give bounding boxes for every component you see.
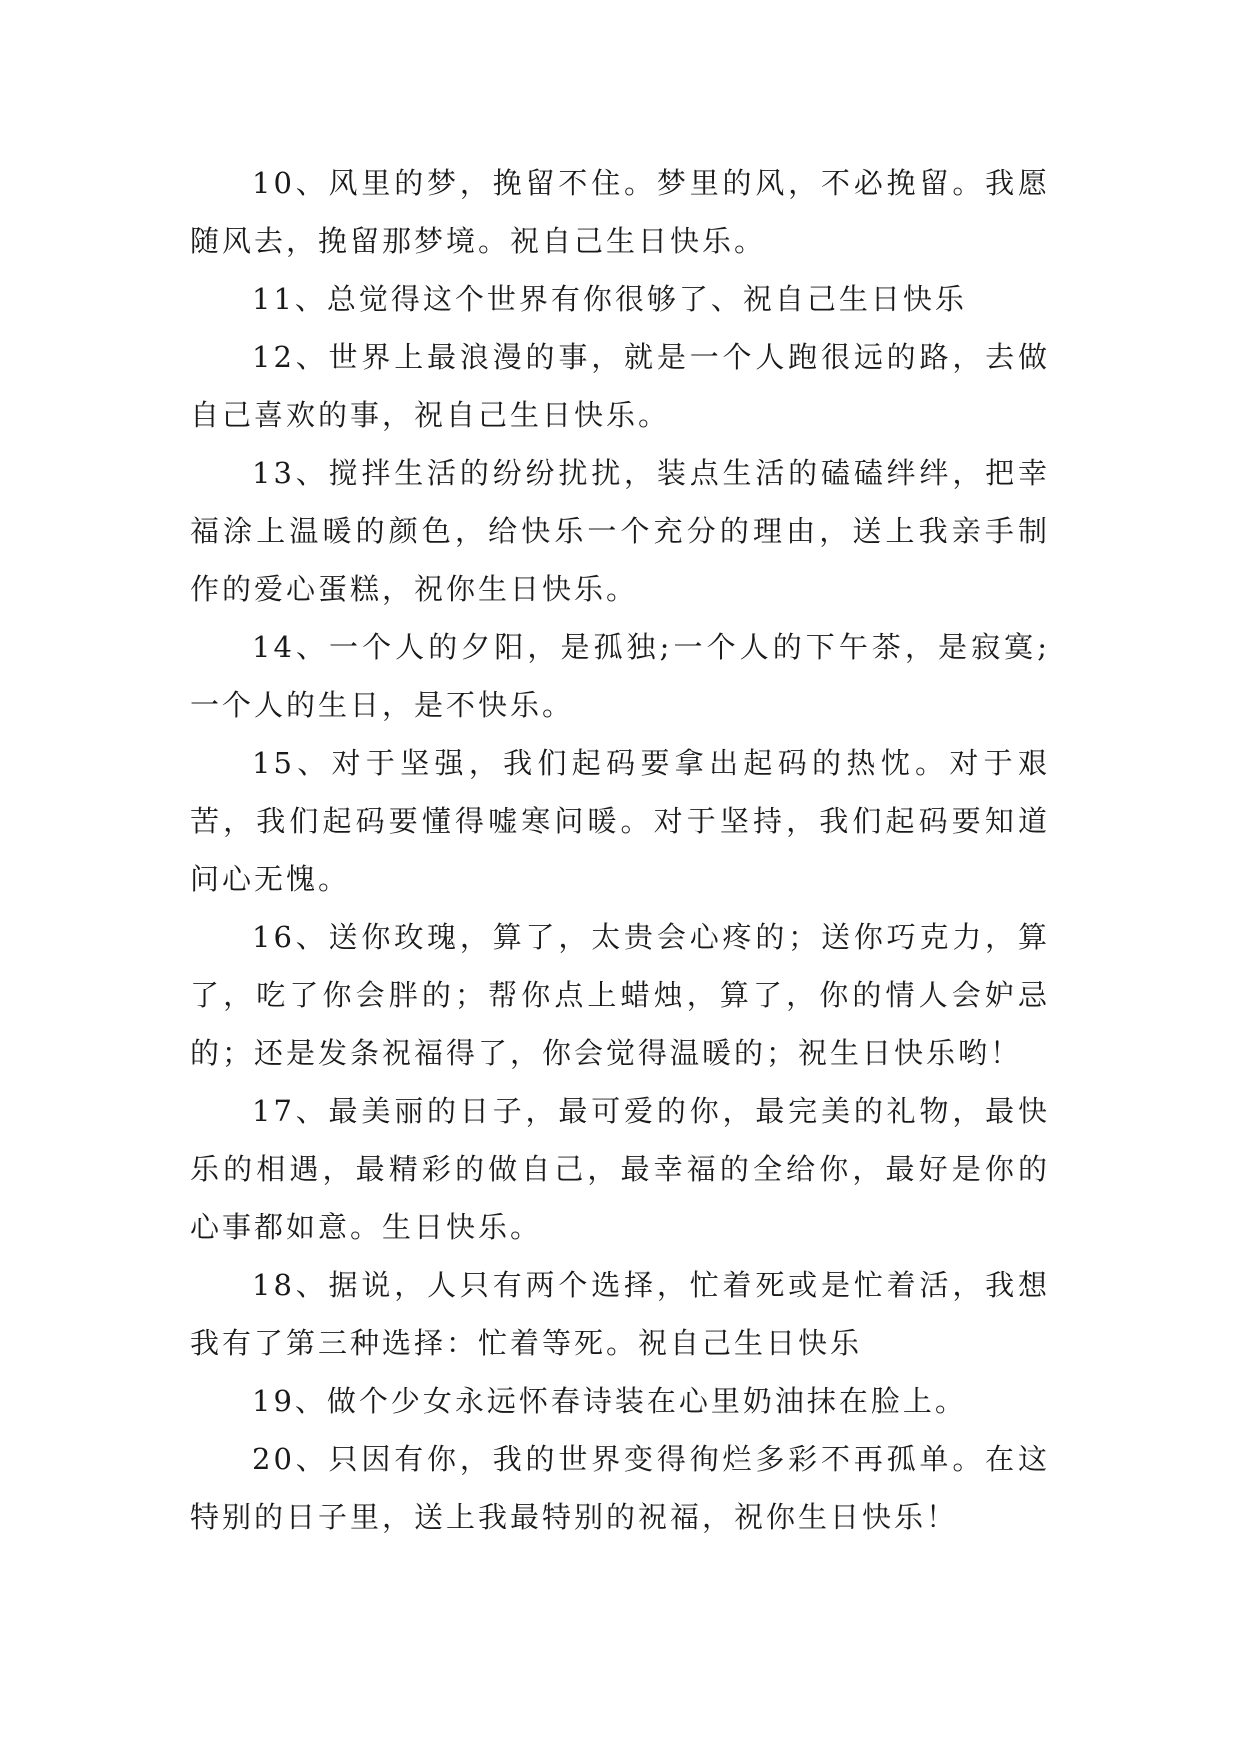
paragraph-19: 19、做个少女永远怀春诗装在心里奶油抹在脸上。	[252, 1384, 967, 1418]
document-body	[190, 154, 1050, 1546]
paragraph-17: 17、最美丽的日子，最可爱的你，最完美的礼物，最快乐的相遇，最精彩的做自己，最幸福的全给你，最好是你的心事都如意。生日快乐。	[190, 1094, 1050, 1244]
paragraph-20: 20、只因有你，我的世界变得徇烂多彩不再孤单。在这特别的日子里，送上我最特别的祝福，祝你生日快乐！	[190, 1442, 1050, 1534]
paragraph-13: 13、搅拌生活的纷纷扰扰，装点生活的磕磕绊绊，把幸福涂上温暖的颜色，给快乐一个充分的理由，送上我亲手制作的爱心蛋糕，祝你生日快乐。	[190, 456, 1050, 606]
paragraph-14: 14、一个人的夕阳，是孤独;一个人的下午茶，是寂寞;一个人的生日，是不快乐。	[190, 630, 1050, 722]
paragraph-16: 16、送你玫瑰，算了，太贵会心疼的；送你巧克力，算了，吃了你会胖的；帮你点上蜡烛，算了，你的情人会妒忌的；还是发条祝福得了，你会觉得温暖的；祝生日快乐哟！	[190, 920, 1050, 1070]
paragraph-12: 12、世界上最浪漫的事，就是一个人跑很远的路，去做自己喜欢的事，祝自己生日快乐。	[190, 340, 1050, 432]
paragraph-11: 11、总觉得这个世界有你很够了、祝自己生日快乐	[252, 282, 967, 316]
paragraph-18: 18、据说，人只有两个选择，忙着死或是忙着活，我想我有了第三种选择：忙着等死。祝自己生日快乐	[190, 1268, 1050, 1360]
paragraph-15: 15、对于坚强，我们起码要拿出起码的热忱。对于艰苦，我们起码要懂得嘘寒问暖。对于坚持，我们起码要知道问心无愧。	[190, 746, 1050, 896]
paragraph-10: 10、风里的梦，挽留不住。梦里的风，不必挽留。我愿随风去，挽留那梦境。祝自己生日快乐。	[190, 166, 1050, 258]
